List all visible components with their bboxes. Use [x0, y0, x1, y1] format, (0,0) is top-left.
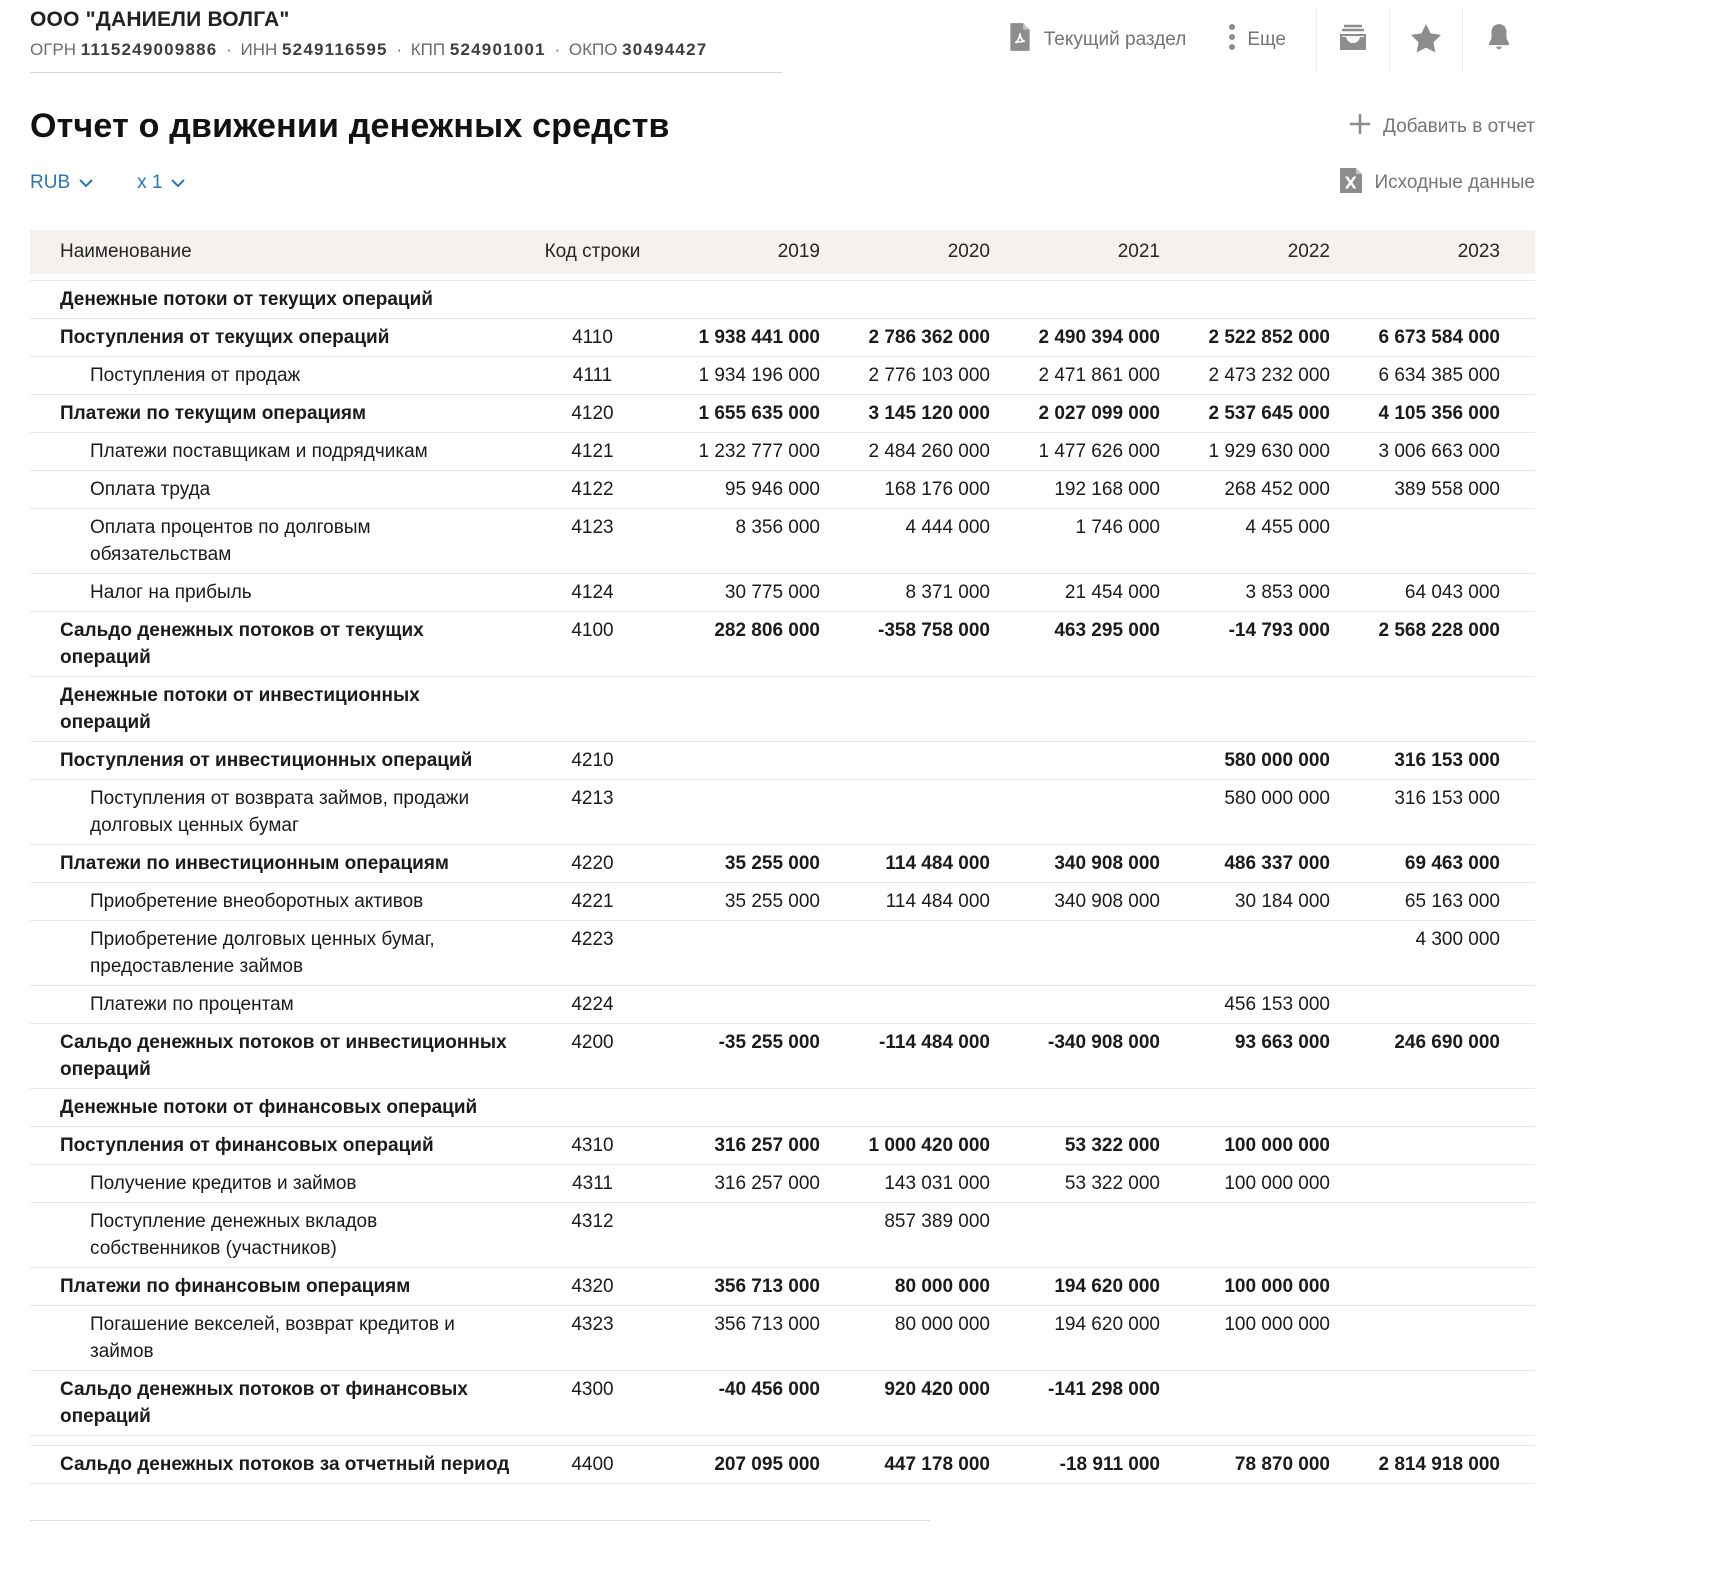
- row-value: 114 484 000: [885, 853, 990, 874]
- row-value: 920 420 000: [884, 1379, 990, 1400]
- top-actions: [1007, 8, 1535, 72]
- row-label: Поступления от продаж: [90, 365, 301, 386]
- row-label: Денежные потоки от текущих операций: [60, 289, 433, 310]
- reg-separator: ·: [221, 40, 237, 59]
- row-code: 4122: [571, 479, 614, 500]
- row-value: -40 456 000: [718, 1379, 820, 1400]
- multiplier-dropdown[interactable]: [137, 172, 185, 194]
- row-value: 447 178 000: [884, 1454, 990, 1475]
- row-value: 100 000 000: [1224, 1135, 1330, 1156]
- row-code: 4400: [571, 1454, 614, 1475]
- row-value: 35 255 000: [724, 891, 820, 912]
- row-value: 8 371 000: [905, 582, 990, 603]
- row-code: 4120: [571, 403, 614, 424]
- row-code: 4100: [571, 620, 614, 641]
- row-value: 580 000 000: [1224, 750, 1330, 771]
- row-value: -358 758 000: [878, 620, 990, 641]
- table-row: [30, 470, 1535, 508]
- row-label: Денежные потоки от инвестиционных операций: [60, 685, 420, 733]
- row-value: 2 490 394 000: [1038, 327, 1160, 348]
- column-header-2022: 2022: [1287, 241, 1330, 262]
- row-label: Приобретение внеоборотных активов: [90, 891, 424, 912]
- row-label: Поступление денежных вкладов собственников (участников): [90, 1211, 378, 1259]
- row-label: Сальдо денежных потоков от финансовых операций: [60, 1379, 468, 1427]
- row-value: 340 908 000: [1054, 853, 1160, 874]
- row-value: 93 663 000: [1234, 1032, 1330, 1053]
- row-code: 4323: [571, 1314, 614, 1335]
- more-button[interactable]: [1228, 21, 1286, 59]
- row-value: 100 000 000: [1224, 1173, 1330, 1194]
- row-value: 316 257 000: [714, 1135, 820, 1156]
- row-value: 1 746 000: [1075, 517, 1160, 538]
- company-block: [30, 8, 782, 73]
- table-section-row: [30, 1088, 1535, 1126]
- row-value: 168 176 000: [884, 479, 990, 500]
- notifications-button[interactable]: [1463, 8, 1535, 72]
- row-value: 6 634 385 000: [1378, 365, 1500, 386]
- reg-label: КПП: [410, 40, 450, 59]
- row-value: 356 713 000: [714, 1276, 820, 1297]
- table-row: [30, 1126, 1535, 1164]
- row-code: 4312: [571, 1211, 614, 1232]
- row-value: -35 255 000: [718, 1032, 820, 1053]
- row-value: 192 168 000: [1054, 479, 1160, 500]
- row-value: -18 911 000: [1059, 1454, 1160, 1475]
- row-code: 4121: [571, 441, 614, 462]
- row-value: 1 934 196 000: [698, 365, 820, 386]
- row-label: Оплата труда: [90, 479, 211, 500]
- row-label: Поступления от возврата займов, продажи долговых ценных бумаг: [90, 788, 470, 836]
- row-code: 4310: [571, 1135, 614, 1156]
- column-header-name: Наименование: [60, 241, 192, 262]
- table-row: [30, 741, 1535, 779]
- row-value: 486 337 000: [1224, 853, 1330, 874]
- row-value: 100 000 000: [1224, 1276, 1330, 1297]
- row-value: 3 145 120 000: [868, 403, 990, 424]
- pdf-icon: [1007, 22, 1033, 58]
- page-title: Отчет о движении денежных средств: [30, 107, 670, 145]
- table-header-row: [30, 230, 1535, 274]
- row-value: 282 806 000: [714, 620, 820, 641]
- source-data-label: Исходные данные: [1374, 172, 1535, 193]
- row-code: 4210: [571, 750, 614, 771]
- row-value: 2 814 918 000: [1378, 1454, 1500, 1475]
- row-code: 4124: [571, 582, 614, 603]
- row-value: -114 484 000: [879, 1032, 990, 1053]
- source-data-button[interactable]: [1338, 167, 1535, 200]
- column-header-2021: 2021: [1117, 241, 1160, 262]
- row-label: Платежи по финансовым операциям: [60, 1276, 411, 1297]
- excel-icon: [1338, 167, 1363, 200]
- column-header-2019: 2019: [777, 241, 820, 262]
- row-label: Поступления от текущих операций: [60, 327, 390, 348]
- bottom-padding: [30, 1521, 1535, 1531]
- currency-value: RUB: [30, 172, 71, 193]
- row-value: -14 793 000: [1228, 620, 1330, 641]
- row-label: Сальдо денежных потоков за отчетный период: [60, 1454, 510, 1475]
- row-label: Платежи поставщикам и подрядчикам: [90, 441, 428, 462]
- row-value: 316 257 000: [714, 1173, 820, 1194]
- row-label: Налог на прибыль: [90, 582, 252, 603]
- row-value: 389 558 000: [1394, 479, 1500, 500]
- company-registration: [30, 40, 782, 60]
- table-row: [30, 573, 1535, 611]
- reg-label: ОГРН: [30, 40, 81, 59]
- row-value: 207 095 000: [714, 1454, 820, 1475]
- reg-label: ИНН: [240, 40, 283, 59]
- table-row: [30, 394, 1535, 432]
- row-code: 4110: [572, 327, 613, 348]
- row-value: 2 568 228 000: [1378, 620, 1500, 641]
- row-value: 2 776 103 000: [868, 365, 990, 386]
- row-value: 6 673 584 000: [1378, 327, 1500, 348]
- row-value: 143 031 000: [884, 1173, 990, 1194]
- row-value: 65 163 000: [1404, 891, 1500, 912]
- table-row: [30, 1267, 1535, 1305]
- reg-value: 524901001: [449, 40, 546, 59]
- row-value: 2 471 861 000: [1038, 365, 1160, 386]
- row-value: 1 000 420 000: [868, 1135, 990, 1156]
- page: [30, 0, 1535, 1531]
- favorite-button[interactable]: [1390, 8, 1462, 72]
- table-row: [30, 432, 1535, 470]
- cashflow-table: [30, 230, 1535, 1484]
- table-row: [30, 920, 1535, 985]
- row-value: 53 322 000: [1064, 1135, 1160, 1156]
- reg-label: ОКПО: [568, 40, 623, 59]
- kebab-icon: [1228, 21, 1236, 59]
- row-value: 2 786 362 000: [868, 327, 990, 348]
- table-row: [30, 1202, 1535, 1267]
- table-row: [30, 1445, 1535, 1483]
- reg-value: 5249116595: [282, 40, 388, 59]
- reg-separator: ·: [549, 40, 565, 59]
- row-value: 21 454 000: [1064, 582, 1160, 603]
- row-value: 2 522 852 000: [1208, 327, 1330, 348]
- row-value: 3 006 663 000: [1378, 441, 1500, 462]
- plus-icon: [1348, 112, 1372, 142]
- reg-value: 30494427: [622, 40, 708, 59]
- table-row: [30, 611, 1535, 676]
- row-value: 340 908 000: [1054, 891, 1160, 912]
- row-value: 316 153 000: [1394, 750, 1500, 771]
- row-value: 1 938 441 000: [698, 327, 820, 348]
- column-header-code: Код строки: [544, 241, 641, 262]
- table-row: [30, 882, 1535, 920]
- row-label: Денежные потоки от финансовых операций: [60, 1097, 478, 1118]
- add-to-report-button[interactable]: [1348, 112, 1535, 142]
- row-label: Получение кредитов и займов: [90, 1173, 357, 1194]
- row-code: 4320: [571, 1276, 614, 1297]
- company-name: ООО "ДАНИЕЛИ ВОЛГА": [30, 8, 290, 31]
- current-section-button[interactable]: [1007, 22, 1187, 58]
- row-code: 4221: [571, 891, 614, 912]
- row-value: 2 473 232 000: [1208, 365, 1330, 386]
- row-label: Оплата процентов по долговым обязательствам: [90, 517, 371, 565]
- bell-icon: [1485, 23, 1513, 58]
- row-code: 4213: [571, 788, 614, 809]
- multiplier-value: x 1: [137, 172, 163, 193]
- table-row: [30, 1023, 1535, 1088]
- row-value: 35 255 000: [724, 853, 820, 874]
- row-value: 1 232 777 000: [698, 441, 820, 462]
- add-to-report-label: Добавить в отчет: [1382, 115, 1535, 137]
- controls-row: [30, 168, 1535, 198]
- row-value: 246 690 000: [1394, 1032, 1500, 1053]
- row-value: 53 322 000: [1064, 1173, 1160, 1194]
- inbox-button[interactable]: [1317, 8, 1389, 72]
- row-code: 4223: [571, 929, 614, 950]
- row-label: Погашение векселей, возврат кредитов и займов: [90, 1314, 455, 1362]
- row-value: 194 620 000: [1054, 1276, 1160, 1297]
- currency-dropdown[interactable]: [30, 172, 93, 194]
- row-code: 4123: [571, 517, 614, 538]
- table-section-row: [30, 280, 1535, 318]
- row-label: Сальдо денежных потоков от инвестиционных операций: [60, 1032, 507, 1080]
- row-value: -141 298 000: [1048, 1379, 1160, 1400]
- row-label: Сальдо денежных потоков от текущих операций: [60, 620, 424, 668]
- row-value: 463 295 000: [1054, 620, 1160, 641]
- row-value: 3 853 000: [1245, 582, 1330, 603]
- row-value: 4 455 000: [1245, 517, 1330, 538]
- reg-value: 1115249009886: [80, 40, 218, 59]
- row-label: Поступления от инвестиционных операций: [60, 750, 473, 771]
- row-value: 4 300 000: [1415, 929, 1500, 950]
- row-value: 1 655 635 000: [698, 403, 820, 424]
- row-value: 80 000 000: [894, 1276, 990, 1297]
- table-row: [30, 318, 1535, 356]
- row-label: Поступления от финансовых операций: [60, 1135, 434, 1156]
- dropdown-group: [30, 172, 185, 194]
- title-row: [30, 107, 1535, 146]
- table-row: [30, 508, 1535, 573]
- table-section-row: [30, 676, 1535, 741]
- star-icon: [1410, 23, 1442, 58]
- top-header: [30, 8, 1535, 73]
- row-value: 456 153 000: [1224, 994, 1330, 1015]
- row-label: Платежи по текущим операциям: [60, 403, 367, 424]
- row-label: Платежи по процентам: [90, 994, 294, 1015]
- row-value: 4 105 356 000: [1378, 403, 1500, 424]
- row-value: 2 537 645 000: [1208, 403, 1330, 424]
- row-code: 4311: [572, 1173, 613, 1194]
- row-value: 30 775 000: [724, 582, 820, 603]
- row-value: 8 356 000: [735, 517, 820, 538]
- inbox-icon: [1338, 24, 1368, 57]
- row-value: 80 000 000: [894, 1314, 990, 1335]
- chevron-down-icon: [171, 172, 185, 194]
- row-label: Приобретение долговых ценных бумаг, предоставление займов: [90, 929, 435, 977]
- table-row: [30, 779, 1535, 844]
- row-value: 64 043 000: [1404, 582, 1500, 603]
- row-value: 356 713 000: [714, 1314, 820, 1335]
- table-body: [30, 280, 1535, 1484]
- row-value: 580 000 000: [1224, 788, 1330, 809]
- row-value: 114 484 000: [885, 891, 990, 912]
- row-value: 95 946 000: [724, 479, 820, 500]
- row-value: -340 908 000: [1048, 1032, 1160, 1053]
- row-code: 4224: [571, 994, 614, 1015]
- table-row: [30, 1370, 1535, 1436]
- row-value: 100 000 000: [1224, 1314, 1330, 1335]
- chevron-down-icon: [79, 172, 93, 194]
- row-code: 4220: [571, 853, 614, 874]
- row-value: 857 389 000: [884, 1211, 990, 1232]
- row-value: 69 463 000: [1404, 853, 1500, 874]
- row-code: 4300: [571, 1379, 614, 1400]
- table-row: [30, 1164, 1535, 1202]
- reg-separator: ·: [391, 40, 407, 59]
- row-value: 4 444 000: [905, 517, 990, 538]
- table-row: [30, 1305, 1535, 1370]
- column-header-2020: 2020: [947, 241, 990, 262]
- row-label: Платежи по инвестиционным операциям: [60, 853, 449, 874]
- column-header-2023: 2023: [1457, 241, 1500, 262]
- more-label: Еще: [1247, 29, 1286, 50]
- row-value: 268 452 000: [1224, 479, 1330, 500]
- row-code: 4200: [571, 1032, 614, 1053]
- row-value: 78 870 000: [1234, 1454, 1330, 1475]
- table-row: [30, 844, 1535, 882]
- table-row: [30, 985, 1535, 1023]
- row-value: 1 929 630 000: [1208, 441, 1330, 462]
- current-section-label: Текущий раздел: [1043, 29, 1187, 50]
- row-code: 4111: [572, 365, 613, 386]
- row-value: 1 477 626 000: [1038, 441, 1160, 462]
- table-row: [30, 356, 1535, 394]
- row-value: 2 027 099 000: [1038, 403, 1160, 424]
- row-value: 30 184 000: [1234, 891, 1330, 912]
- row-value: 316 153 000: [1394, 788, 1500, 809]
- row-value: 2 484 260 000: [868, 441, 990, 462]
- row-value: 194 620 000: [1054, 1314, 1160, 1335]
